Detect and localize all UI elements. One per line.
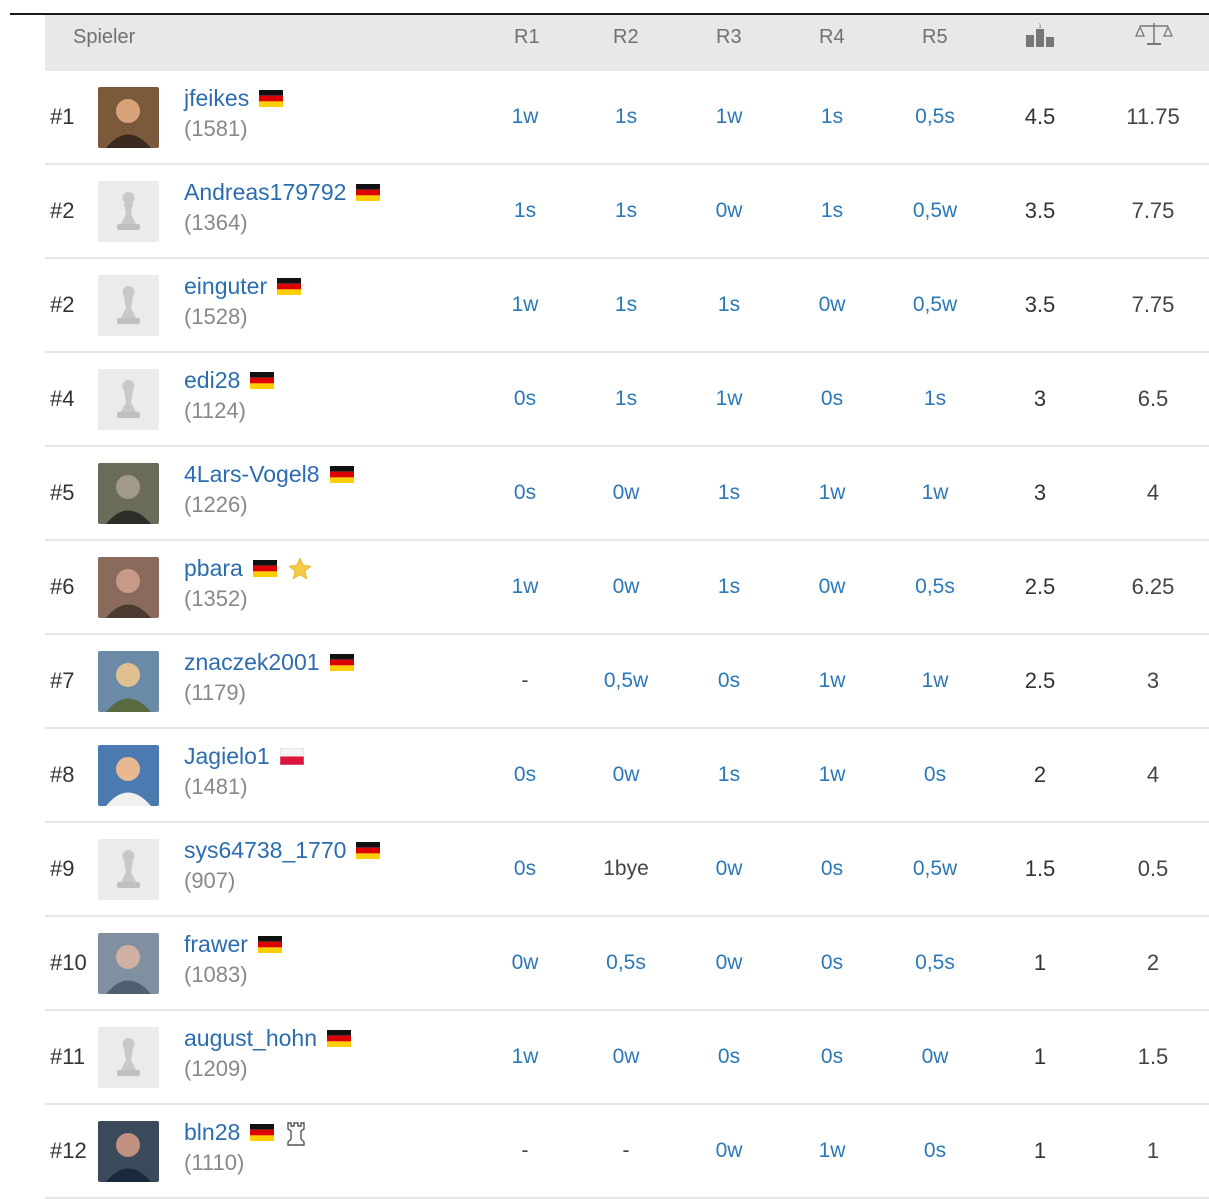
round-2-result: - <box>622 1139 630 1162</box>
standings-table <box>45 15 1209 1199</box>
round-3-result[interactable]: 1w <box>715 387 743 410</box>
player-info <box>184 647 354 706</box>
round-5-result[interactable]: 0s <box>923 763 947 786</box>
player-name-line <box>184 835 380 865</box>
round-4-result[interactable]: 1s <box>820 199 844 222</box>
germany-flag-icon <box>250 372 274 389</box>
round-5-result[interactable]: 1s <box>923 387 947 410</box>
round-4-result[interactable]: 1w <box>818 669 846 692</box>
avatar[interactable] <box>98 557 159 618</box>
round-4-result[interactable]: 0s <box>820 1045 844 1068</box>
points: 2 <box>1033 762 1047 787</box>
table-body <box>45 71 1209 1199</box>
player-info <box>184 1023 351 1082</box>
tiebreak: 6.5 <box>1137 386 1169 411</box>
round-4-result[interactable]: 1w <box>818 481 846 504</box>
player-rating: (1352) <box>184 586 248 611</box>
round-2-result[interactable]: 0w <box>612 575 640 598</box>
player-name-line <box>184 177 380 207</box>
tiebreak: 6.25 <box>1131 574 1175 599</box>
round-5-result[interactable]: 0,5w <box>912 857 958 880</box>
round-4-result[interactable]: 1w <box>818 763 846 786</box>
round-1-result[interactable]: 1w <box>511 105 539 128</box>
round-2-result[interactable]: 0w <box>612 1045 640 1068</box>
round-4-result[interactable]: 0s <box>820 387 844 410</box>
player-rating: (1110) <box>184 1150 245 1175</box>
default-avatar-pawn-icon[interactable] <box>98 839 159 900</box>
table-row <box>45 729 1209 823</box>
table-row <box>45 823 1209 917</box>
player-info <box>184 177 380 236</box>
player-name-link[interactable]: sys64738_1770 <box>184 836 347 863</box>
player-name-line <box>184 83 283 113</box>
player-name-link[interactable]: edi28 <box>184 366 241 393</box>
tiebreak: 3 <box>1146 668 1160 693</box>
round-5-result[interactable]: 0,5s <box>915 951 955 974</box>
rank: #10 <box>50 950 87 975</box>
points: 4.5 <box>1024 104 1056 129</box>
round-3-result[interactable]: 1s <box>717 763 741 786</box>
table-row <box>45 635 1209 729</box>
scales-icon[interactable] <box>1135 21 1173 47</box>
round-3-result[interactable]: 0w <box>715 857 743 880</box>
round-4-result[interactable]: 0s <box>820 951 844 974</box>
points: 3.5 <box>1024 198 1056 223</box>
rank: #7 <box>50 668 75 693</box>
player-info <box>184 1117 308 1176</box>
round-5-header[interactable]: R5 <box>922 26 948 48</box>
table-row <box>45 71 1209 165</box>
star-icon <box>287 556 311 580</box>
table-row <box>45 165 1209 259</box>
round-1-result: - <box>521 669 529 692</box>
player-name-link[interactable]: august_hohn <box>184 1024 318 1051</box>
player-name-link[interactable]: pbara <box>184 554 243 581</box>
player-info <box>184 835 380 894</box>
points: 2.5 <box>1024 574 1056 599</box>
round-5-result[interactable]: 0w <box>921 1045 949 1068</box>
points: 3 <box>1033 386 1047 411</box>
player-rating: (1581) <box>184 116 248 141</box>
germany-flag-icon <box>250 1124 274 1141</box>
podium-icon[interactable] <box>1025 23 1055 47</box>
round-2-result[interactable]: 0,5w <box>603 669 649 692</box>
player-name-line <box>184 929 282 959</box>
rank: #2 <box>50 292 75 317</box>
table-row <box>45 353 1209 447</box>
player-rating: (1364) <box>184 210 248 235</box>
germany-flag-icon <box>327 1030 351 1047</box>
round-5-result[interactable]: 0s <box>923 1139 947 1162</box>
player-name-line <box>184 1117 308 1147</box>
round-1-result[interactable]: 1w <box>511 1045 539 1068</box>
round-2-result[interactable]: 1s <box>614 199 638 222</box>
round-1-result[interactable]: 1s <box>513 199 537 222</box>
player-info <box>184 929 282 988</box>
player-name-line <box>184 365 274 395</box>
round-1-result[interactable]: 1w <box>511 575 539 598</box>
player-info <box>184 741 304 800</box>
points: 1 <box>1033 1138 1047 1163</box>
avatar[interactable] <box>98 745 159 806</box>
default-avatar-pawn-icon[interactable] <box>98 1027 159 1088</box>
rank: #6 <box>50 574 75 599</box>
tiebreak: 2 <box>1146 950 1160 975</box>
player-rating: (1226) <box>184 492 248 517</box>
tiebreak: 7.75 <box>1131 292 1175 317</box>
default-avatar-pawn-icon[interactable] <box>98 275 159 336</box>
rank: #4 <box>50 386 75 411</box>
table-header <box>45 15 1209 71</box>
rank: #1 <box>50 104 75 129</box>
default-avatar-pawn-icon[interactable] <box>98 181 159 242</box>
rank: #9 <box>50 856 75 881</box>
player-name-link[interactable]: 4Lars-Vogel8 <box>184 460 320 487</box>
tiebreak: 7.75 <box>1131 198 1175 223</box>
germany-flag-icon <box>330 654 354 671</box>
player-rating: (907) <box>184 868 236 893</box>
round-1-result[interactable]: 0s <box>513 387 537 410</box>
player-name-line <box>184 741 304 771</box>
player-rating: (1209) <box>184 1056 248 1081</box>
table-row <box>45 1011 1209 1105</box>
tiebreak: 11.75 <box>1126 104 1180 129</box>
tiebreak: 4 <box>1146 762 1160 787</box>
round-4-result[interactable]: 1w <box>818 1139 846 1162</box>
player-name-line <box>184 647 354 677</box>
avatar[interactable] <box>98 933 159 994</box>
player-name-link[interactable]: Andreas179792 <box>184 178 347 205</box>
player-rating: (1528) <box>184 304 248 329</box>
table-row <box>45 447 1209 541</box>
rank: #5 <box>50 480 75 505</box>
avatar[interactable] <box>98 87 159 148</box>
rank: #11 <box>50 1044 86 1069</box>
round-1-header[interactable]: R1 <box>514 26 540 48</box>
round-5-result[interactable]: 0,5s <box>915 105 955 128</box>
player-rating: (1083) <box>184 962 248 987</box>
round-2-result[interactable]: 0w <box>612 763 640 786</box>
player-info <box>184 83 283 142</box>
player-name-line <box>184 1023 351 1053</box>
rook-icon <box>284 1120 308 1144</box>
round-3-result[interactable]: 0s <box>717 669 741 692</box>
points: 1.5 <box>1024 856 1056 881</box>
germany-flag-icon <box>277 278 301 295</box>
player-rating: (1179) <box>184 680 246 705</box>
player-rating: (1481) <box>184 774 248 799</box>
round-2-header[interactable]: R2 <box>613 26 639 48</box>
player-name-link[interactable]: Jagielo1 <box>184 742 270 769</box>
player-column-header[interactable]: Spieler <box>73 26 136 48</box>
round-4-result[interactable]: 0s <box>820 857 844 880</box>
player-info <box>184 459 354 518</box>
points: 1 <box>1033 1044 1047 1069</box>
germany-flag-icon <box>253 560 277 577</box>
round-3-result[interactable]: 1s <box>717 481 741 504</box>
rank: #2 <box>50 198 75 223</box>
round-4-header[interactable]: R4 <box>819 26 845 48</box>
player-info <box>184 365 274 424</box>
rank: #8 <box>50 762 75 787</box>
player-name-link[interactable]: einguter <box>184 272 268 299</box>
svg-text:1: 1 <box>1038 23 1042 30</box>
player-info <box>184 553 311 612</box>
round-5-result[interactable]: 0,5w <box>912 293 958 316</box>
round-5-result[interactable]: 1w <box>921 481 949 504</box>
round-3-result[interactable]: 0w <box>715 951 743 974</box>
germany-flag-icon <box>259 90 283 107</box>
player-name-link[interactable]: jfeikes <box>184 84 250 111</box>
round-1-result[interactable]: 0s <box>513 763 537 786</box>
round-3-result[interactable]: 0w <box>715 199 743 222</box>
round-4-result[interactable]: 1s <box>820 105 844 128</box>
germany-flag-icon <box>356 842 380 859</box>
table-row <box>45 917 1209 1011</box>
avatar[interactable] <box>98 651 159 712</box>
player-info <box>184 271 301 330</box>
round-5-result[interactable]: 1w <box>921 669 949 692</box>
points: 2.5 <box>1024 668 1056 693</box>
round-1-result[interactable]: 0s <box>513 481 537 504</box>
tiebreak: 4 <box>1146 480 1160 505</box>
germany-flag-icon <box>330 466 354 483</box>
round-2-result[interactable]: 0,5s <box>606 951 646 974</box>
player-name-link[interactable]: bln28 <box>184 1118 241 1145</box>
table-row <box>45 259 1209 353</box>
round-2-result[interactable]: 1s <box>614 387 638 410</box>
round-3-result[interactable]: 1s <box>717 293 741 316</box>
round-4-result[interactable]: 0w <box>818 293 846 316</box>
tiebreak: 1 <box>1146 1138 1160 1163</box>
avatar[interactable] <box>98 1121 159 1182</box>
table-row <box>45 1105 1209 1199</box>
player-name-link[interactable]: frawer <box>184 930 248 957</box>
player-rating: (1124) <box>184 398 246 423</box>
player-name-link[interactable]: znaczek2001 <box>184 648 320 675</box>
table-row <box>45 541 1209 635</box>
rank: #12 <box>50 1138 87 1163</box>
round-5-result[interactable]: 0,5w <box>912 199 958 222</box>
player-name-line <box>184 553 311 583</box>
tiebreak: 0.5 <box>1137 856 1169 881</box>
germany-flag-icon <box>258 936 282 953</box>
round-3-header[interactable]: R3 <box>716 26 742 48</box>
round-1-result[interactable]: 0s <box>513 857 537 880</box>
round-1-result[interactable]: 1w <box>511 293 539 316</box>
round-3-result[interactable]: 0s <box>717 1045 741 1068</box>
round-3-result[interactable]: 1w <box>715 105 743 128</box>
avatar[interactable] <box>98 463 159 524</box>
points: 3 <box>1033 480 1047 505</box>
round-2-result: 1bye <box>603 857 649 880</box>
default-avatar-pawn-icon[interactable] <box>98 369 159 430</box>
round-2-result[interactable]: 1s <box>614 105 638 128</box>
points: 1 <box>1033 950 1047 975</box>
round-2-result[interactable]: 0w <box>612 481 640 504</box>
tiebreak: 1.5 <box>1137 1044 1169 1069</box>
round-5-result[interactable]: 0,5s <box>915 575 955 598</box>
player-name-line <box>184 459 354 489</box>
round-2-result[interactable]: 1s <box>614 293 638 316</box>
poland-flag-icon <box>280 748 304 765</box>
round-1-result[interactable]: 0w <box>511 951 539 974</box>
round-4-result[interactable]: 0w <box>818 575 846 598</box>
round-3-result[interactable]: 1s <box>717 575 741 598</box>
points: 3.5 <box>1024 292 1056 317</box>
round-1-result: - <box>521 1139 529 1162</box>
germany-flag-icon <box>356 184 380 201</box>
player-name-line <box>184 271 301 301</box>
round-3-result[interactable]: 0w <box>715 1139 743 1162</box>
